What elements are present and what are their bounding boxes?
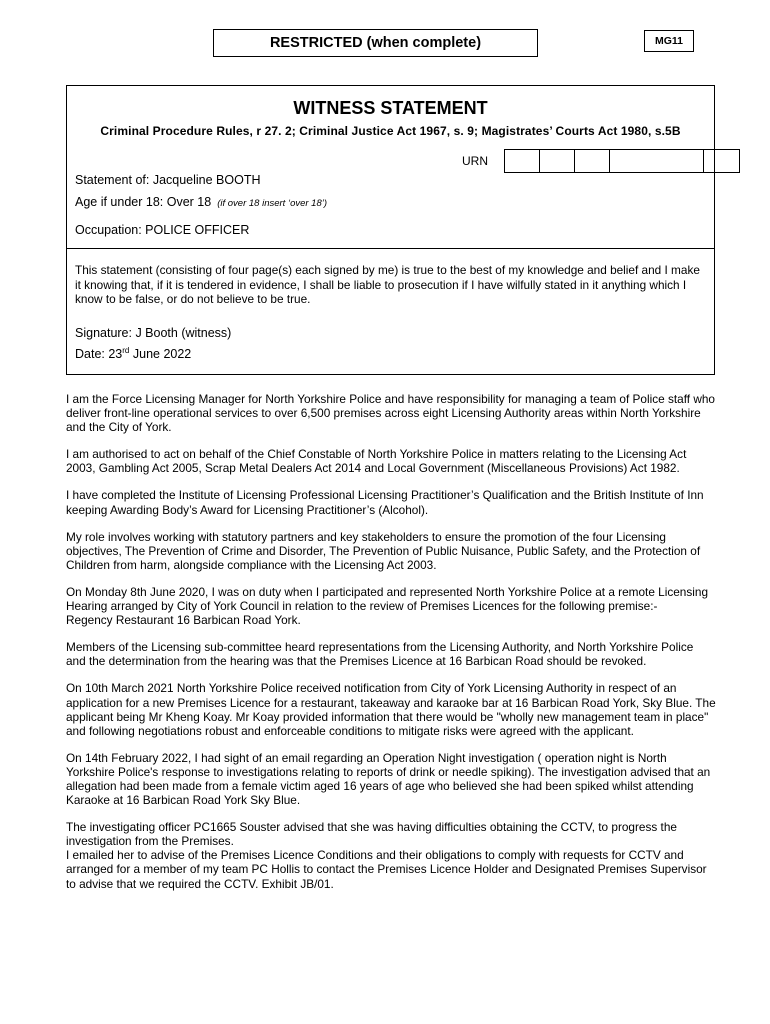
paragraph: On 10th March 2021 North Yorkshire Police received notification from City of York Licensing Authority in respect of an application for a new Premises Licence for a restaurant, takeaway and karaoke bar at 16 Barbican Road York, Sky Blue. The applicant being Mr Kheng Koay. Mr Koay provided information that there would be "wholly new management team in place" and following negotiations robust and enforceable conditions to mitigate risks were agreed with the applicant. [66,681,716,738]
paragraph: My role involves working with statutory partners and key stakeholders to ensure the promotion of the four Licensing objectives, The Prevention of Crime and Disorder, The Prevention of Public Nuisance, Public Safety, and the Protection of Children from harm, alongside compliance with the Licensing Act 2003. [66,529,701,572]
urn-field[interactable] [505,149,740,173]
urn-cell[interactable] [609,149,704,173]
age-value: Age if under 18: Over 18 [75,195,212,209]
paragraph-line: I emailed her to advise of the Premises Licence Conditions and their obligations to comply with requests for CCTV and arranged for a member of my team PC Hollis to contact the Premises Licence Holder and Designated Premises Supervisor to advise that we required the CCTV. Exhibit JB/01. [66,848,707,891]
date-suffix-sup: rd [122,345,130,355]
statement-date [75,347,191,361]
urn-cell[interactable] [504,149,540,173]
age-row [75,195,327,209]
date-rest: June 2022 [129,347,192,361]
paragraph: On 14th February 2022, I had sight of an email regarding an Operation Night investigation ( operation night is North Yorkshire Police's response to investigations relating to reports of drink or needle spiking). The investigation advised that an allegation had been made from a female victim aged 16 years of age who believed she had been spiked whilst attending Karaoke at 16 Barbican Road York Sky Blue. [66,750,711,808]
statement-header-box [66,85,715,375]
age-note: (if over 18 insert ‘over 18’) [217,198,328,209]
urn-cell[interactable] [539,149,575,173]
paragraph [66,585,716,627]
paragraph [66,820,716,890]
form-code: MG11 [654,35,683,47]
form-code-box [644,30,694,52]
statement-title: WITNESS STATEMENT [293,98,488,118]
date-prefix: Date: 23 [75,347,123,361]
paragraph: I have completed the Institute of Licensing Professional Licensing Practitioner’s Qualification and the British Institute of Inn keeping Awarding Body’s Award for Licensing Practitioner’s (Alcohol). [66,488,704,517]
declaration-text: This statement (consisting of four page(s) each signed by me) is true to the best of my knowledge and belief and I make it knowing that, if it is tendered in evidence, I shall be liable to prosecution if I have wilfully stated in it anything which I know to be false, or do not believe to be true. [75,263,700,307]
urn-label: URN [462,154,488,168]
statement-of: Statement of: Jacqueline BOOTH [75,173,261,187]
urn-cell[interactable] [574,149,610,173]
paragraph-line: The investigating officer PC1665 Souster advised that she was having difficulties obtaining the CCTV, to progress the investigation from the Premises. [66,820,677,849]
paragraph: I am authorised to act on behalf of the Chief Constable of North Yorkshire Police in matters relating to the Licensing Act 2003, Gambling Act 2005, Scrap Metal Dealers Act 2014 and Local Government (Miscellaneous Provisions) Act 1982. [66,447,687,476]
restricted-banner [213,29,538,57]
paragraph: I am the Force Licensing Manager for North Yorkshire Police and have responsibility for managing a team of Police staff who deliver front-line operational services to over 6,500 premises across eight Licensing Authority areas within North Yorkshire and the City of York. [66,392,715,435]
statement-body [66,392,716,904]
signature: Signature: J Booth (witness) [75,326,232,340]
header-divider [67,248,714,249]
occupation: Occupation: POLICE OFFICER [75,223,250,237]
restricted-label: RESTRICTED (when complete) [269,35,482,51]
urn-cell[interactable] [703,149,740,173]
paragraph-line: On Monday 8th June 2020, I was on duty when I participated and represented North Yorkshire Police at a remote Licensing Hearing arranged by City of York Council in relation to the review of Premises Licences for the following premise:- [66,584,709,614]
paragraph-line: Regency Restaurant 16 Barbican Road York. [66,613,301,628]
paragraph: Members of the Licensing sub-committee heard representations from the Licensing Authority, and North Yorkshire Police and the determination from the hearing was that the Premises Licence at 16 Barbican Road should be revoked. [66,640,694,669]
statement-subtitle: Criminal Procedure Rules, r 27. 2; Criminal Justice Act 1967, s. 9; Magistrates’ Courts Act 1980, s.5B [100,124,681,138]
